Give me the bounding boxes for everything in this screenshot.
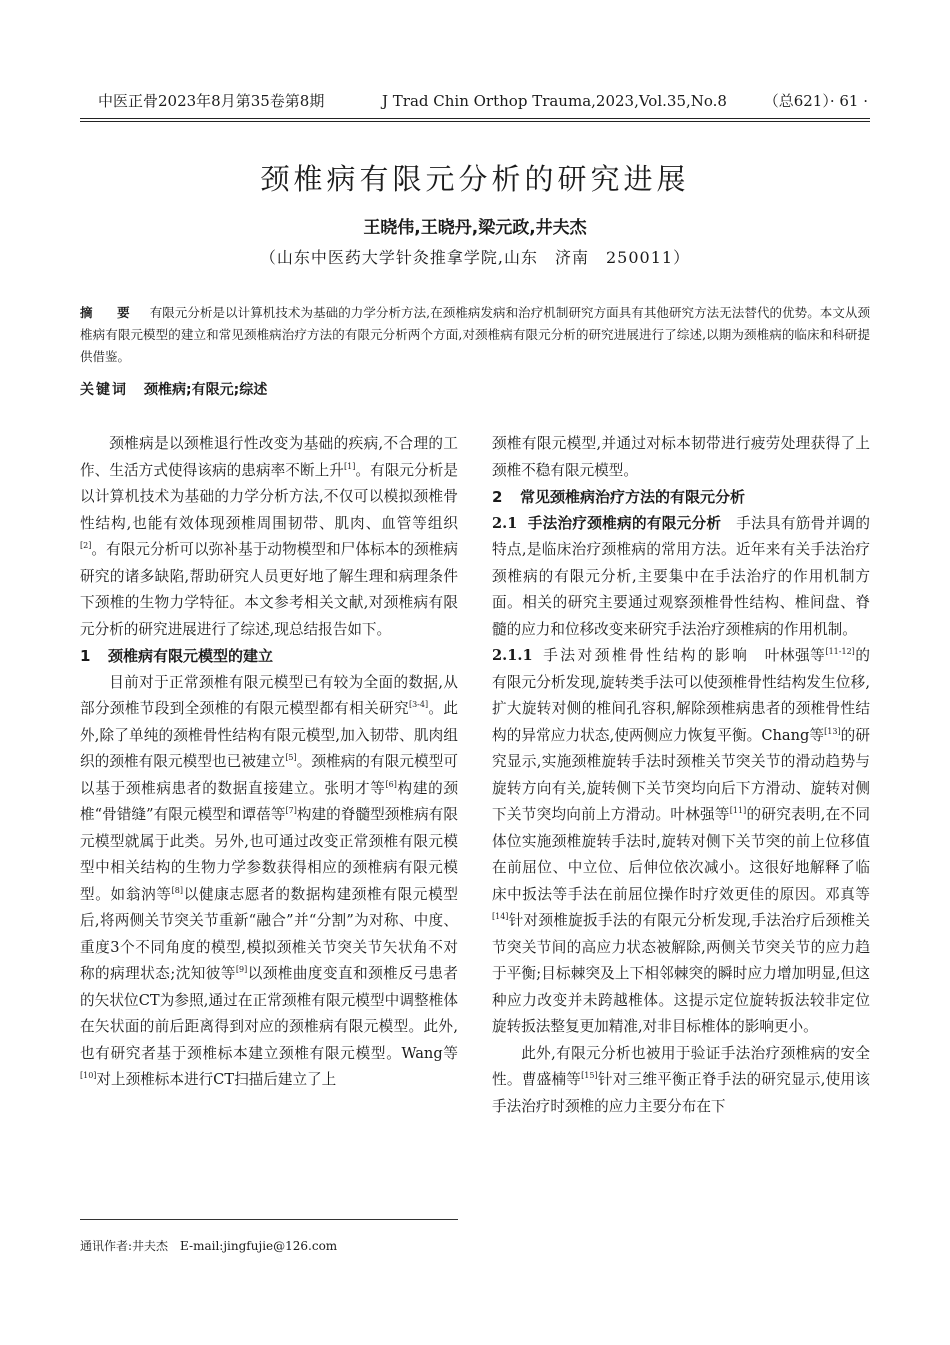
citation: [7] — [285, 806, 297, 815]
citation: [3-4] — [408, 700, 429, 709]
page-number: （总621）· 61 · — [763, 92, 868, 110]
abstract — [80, 302, 870, 368]
section-2-heading: 2 常见颈椎病治疗方法的有限元分析 — [492, 488, 746, 506]
article-title: 颈椎病有限元分析的研究进展 — [260, 162, 690, 197]
header-rule-1 — [80, 118, 870, 119]
section-2-1-paragraph: 2.1 手法治疗颈椎病的有限元分析 手法具有筋骨并调的特点,是临床治疗颈椎病的常用方法。近年来有关手法治疗颈椎病的有限元分析,主要集中在手法治疗的作用机制方面。相关的研究主要通过观察颈椎骨性结构、椎间盘、脊髓的应力和位移改变来研究手法治疗颈椎病的作用机制。 — [492, 514, 870, 638]
running-header — [80, 91, 870, 115]
citation: [5] — [285, 753, 297, 762]
citation: [15] — [581, 1071, 598, 1080]
citation: [9] — [235, 965, 248, 974]
abstract-label: 摘 要 — [80, 305, 136, 320]
section-1-paragraph: 目前对于正常颈椎有限元模型已有较为全面的数据,从部分颈椎节段到全颈椎的有限元模型都有相关研究[3-4]。此外,除了单纯的颈椎骨性结构有限元模型,加入韧带、肌肉组织的颈椎有限元模型也已被建立[5]。颈椎病的有限元模型可以基于颈椎病患者的数据直接建立。张明才等[6]构建的颈椎“骨错缝”有限元模型和谭蓓等[7]构建的脊髓型颈椎病有限元模型就属于此类。另外,也可通过改变正常颈椎有限元模型中相关结构的生物力学参数获得相应的颈椎病有限元模型。如翁汭等[8]以健康志愿者的数据构建颈椎有限元模型后,将两侧关节突关节重新“融合”并“分割”为对称、中度、重度3个不同角度的模型,模拟颈椎关节突关节矢状角不对称的病理状态;沈知彼等[9]以颈椎曲度变直和颈椎反弓患者的矢状位CT为参照,通过在正常颈椎有限元模型中调整椎体在矢状面的前后距离得到对应的颈椎病有限元模型。此外,也有研究者基于颈椎标本建立颈椎有限元模型。Wang等[10]对上颈椎标本进行CT扫描后建立了上 — [80, 673, 458, 1088]
intro-paragraph: 颈椎病是以颈椎退行性改变为基础的疾病,不合理的工作、生活方式使得该病的患病率不断上升[1]。有限元分析是以计算机技术为基础的力学分析方法,不仅可以模拟颈椎骨性结构,也能有效体现颈椎周围韧带、肌肉、血管等组织[2]。有限元分析可以弥补基于动物模型和尸体标本的颈椎病研究的诸多缺陷,帮助研究人员更好地了解生理和病理条件下颈椎的生物力学特征。本文参考相关文献,对颈椎病有限元分析的研究进展进行了综述,现总结报告如下。 — [80, 435, 458, 638]
citation: [8] — [171, 885, 184, 895]
affiliation: （山东中医药大学针灸推拿学院,山东 济南 250011） — [259, 248, 691, 267]
citation: [10] — [80, 1071, 97, 1080]
section-1-heading: 1 颈椎病有限元模型的建立 — [80, 647, 274, 665]
citation: [13] — [824, 726, 841, 736]
citation: [11-12] — [825, 647, 855, 656]
journal-issue-en: J Trad Chin Orthop Trauma,2023,Vol.35,No.8 — [382, 92, 727, 110]
safety-paragraph: 此外,有限元分析也被用于验证手法治疗颈椎病的安全性。曹盛楠等[15]针对三维平衡正脊手法的研究显示,使用该手法治疗时颈椎的应力主要分布在下 — [492, 1044, 870, 1115]
citation: [6] — [385, 779, 397, 789]
header-rule-2 — [80, 121, 870, 122]
authors: 王晓伟,王晓丹,梁元政,井夫杰 — [363, 218, 587, 238]
corresponding-author-footnote: 通讯作者:井夫杰 E-mail:jingfujie@126.com — [80, 1239, 338, 1253]
right-column — [492, 431, 870, 1120]
left-column — [80, 431, 458, 1094]
footnote-rule — [80, 1219, 458, 1220]
keywords-label: 关键词 — [80, 382, 128, 398]
section-2-1-title: 手法治疗颈椎病的有限元分析 — [527, 514, 722, 532]
section-2-1-1-paragraph: 2.1.1 手法对颈椎骨性结构的影响 叶林强等[11-12]的有限元分析发现,旋转类手法可以使颈椎骨性结构发生位移,扩大旋转对侧的椎间孔容积,解除颈椎病患者的颈椎骨性结构的异常应力状态,使两侧应力恢复平衡。Chang等[13]的研究显示,实施颈椎旋转手法时颈椎关节突关节的滑动趋势与旋转方向有关,旋转侧下关节突均向后下方滑动、旋转对侧下关节突均向前上方滑动。叶林强等[11]的研究表明,在不同体位实施颈椎旋转手法时,旋转对侧下关节突的前上位移值在前屈位、中立位、后伸位依次减小。这很好地解释了临床中扳法等手法在前屈位操作时疗效更佳的原因。邓真等[14]针对颈椎旋扳手法的有限元分析发现,手法治疗后颈椎关节突关节间的高应力状态被解除,两侧关节突关节的应力趋于平衡;目标棘突及上下相邻棘突的瞬时应力增加明显,但这种应力改变并未跨越椎体。这提示定位旋转扳法较非定位旋转扳法整复更加精准,对非目标椎体的影响更小。 — [492, 647, 870, 1035]
citation: [14] — [492, 912, 509, 921]
keywords-value: 颈椎病;有限元;综述 — [144, 382, 268, 398]
keywords — [80, 378, 870, 402]
section-2-1-1-number: 2.1.1 — [492, 647, 533, 664]
section-2-1-number: 2.1 — [492, 514, 518, 532]
section-2-1-1-title: 手法对颈椎骨性结构的影响 — [542, 647, 750, 664]
journal-issue-cn: 中医正骨2023年8月第35卷第8期 — [98, 92, 325, 110]
citation: [1] — [343, 461, 356, 471]
citation: [2] — [80, 541, 92, 550]
citation: [11] — [729, 806, 747, 815]
continued-paragraph: 颈椎有限元模型,并通过对标本韧带进行疲劳处理获得了上颈椎不稳有限元模型。 — [492, 435, 870, 479]
abstract-text: 有限元分析是以计算机技术为基础的力学分析方法,在颈椎病发病和治疗机制研究方面具有其他研究方法无法替代的优势。本文从颈椎病有限元模型的建立和常见颈椎病治疗方法的有限元分析两个方面,对颈椎病有限元分析的研究进展进行了综述,以期为颈椎病的临床和科研提供借鉴。 — [80, 305, 870, 364]
